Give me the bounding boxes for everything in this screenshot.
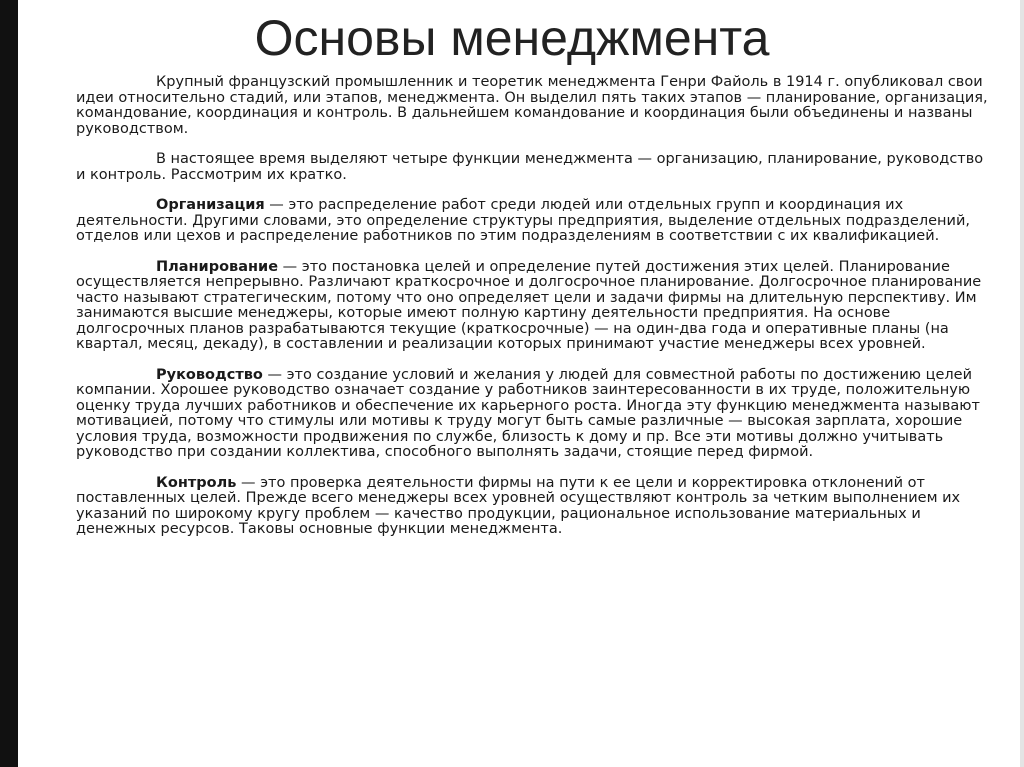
paragraph-text: — это постановка целей и определение путей достижения этих целей. Планирование осуществляется непрерывно. Различают краткосрочное и долгосрочное планирование. Долгосрочное планирование часто называют стратегическим, потому что оно определяет цели и задачи фирмы на длительную перспективу. Им занимаются высшие менеджеры, которые имеют полную картину деятельности предприятия. На основе долгосрочных планов разрабатываются текущие (краткосрочные) — на один-два года и оперативные планы (на квартал, месяц, декаду), в составлении и реализации которых принимают участие менеджеры всех уровней. [76, 258, 982, 352]
paragraph-text: Крупный французский промышленник и теоретик менеджмента Генри Файоль в 1914 г. опубликовал свои идеи относительно стадий, или этапов, менеджмента. Он выделил пять таких этапов — планирование, организация, командование, координация и контроль. В дальнейшем командование и координация были объединены и названы руководством. [76, 74, 988, 137]
functions-overview-paragraph [76, 152, 996, 183]
term-leadership: Руководство [156, 366, 263, 383]
organization-paragraph [76, 198, 996, 245]
slide-body [76, 75, 996, 553]
term-planning: Планирование [156, 258, 279, 275]
intro-paragraph [76, 75, 996, 137]
left-accent-bar [0, 0, 18, 767]
term-organization: Организация [156, 197, 265, 213]
term-control: Контроль [156, 474, 237, 491]
paragraph-text: В настоящее время выделяют четыре функции менеджмента — организацию, планирование, руководство и контроль. Рассмотрим их кратко. [76, 151, 984, 183]
page-title: Основы менеджмента [254, 10, 770, 66]
control-paragraph [76, 476, 996, 538]
paragraph-text: — это проверка деятельности фирмы на пути к ее цели и корректировка отклонений от поставленных целей. Прежде всего менеджеры всех уровней осуществляют контроль за четким выполнением их указаний по широкому кругу проблем — качество продукции, рациональное использование материальных и денежных ресурсов. Таковы основные функции менеджмента. [76, 474, 961, 537]
planning-paragraph [76, 260, 996, 353]
slide-right-edge [1020, 0, 1024, 767]
paragraph-text: — это создание условий и желания у людей для совместной работы по достижению целей компании. Хорошее руководство означает создание у работников заинтересованности в их труде, положительную оценку труда лучших работников и обеспечение их карьерного роста. Иногда эту функцию менеджмента называют мотивацией, потому что стимулы или мотивы к труду могут быть самые различные — высокая зарплата, хорошие условия труда, возможности продвижения по службе, близость к дому и пр. Все эти мотивы должно учитывать руководство при создании коллектива, способного выполнять задачи, стоящие перед фирмой. [76, 366, 980, 460]
leadership-paragraph [76, 368, 996, 461]
paragraph-text: — это распределение работ среди людей или отдельных групп и координация их деятельности. Другими словами, это определение структуры предприятия, выделение отдельных подразделений, отделов или цехов и распределение работников по этим подразделениям в соответствии с их квалификацией. [76, 197, 970, 244]
